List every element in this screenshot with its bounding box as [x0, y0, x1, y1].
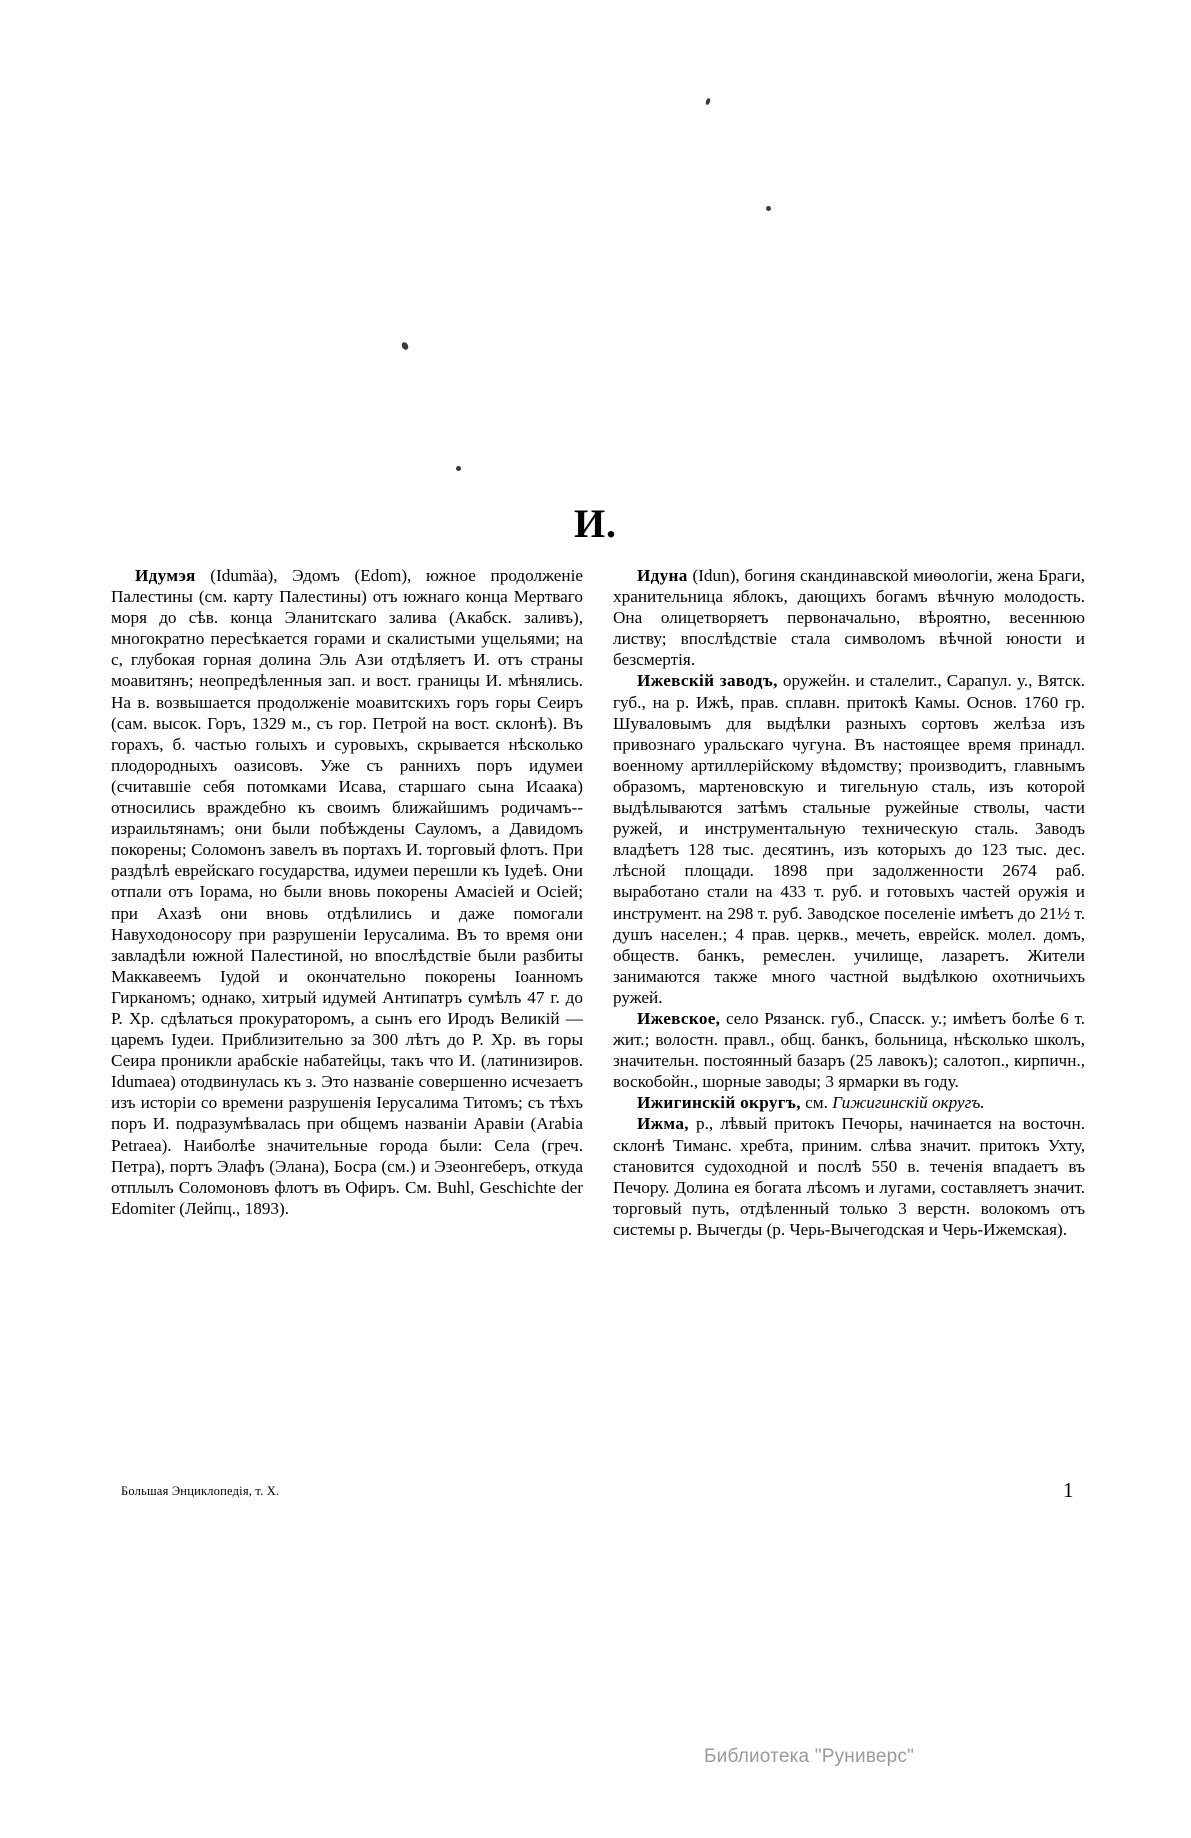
entry-body: село Рязанск. губ., Спасск. у.; имѣетъ болѣе 6 т. жит.; волостн. правл., общ. банкъ, больница, нѣсколько школъ, значительн. постоянный базаръ (25 лавокъ); салотоп., кирпичн., воскобойн., шорные заводы; 3 ярмарки въ году. — [613, 1008, 1085, 1092]
column-right — [613, 565, 1085, 1240]
entry-headword: Идуна — [637, 566, 688, 585]
library-watermark: Библиотека "Руниверс" — [704, 1746, 915, 1767]
entry-body: (Idumäa), Эдомъ (Edom), южное продолженіе Палестины (см. карту Палестины) отъ южнаго конца Мертваго моря до сѣв. конца Эланитскаго залива (Акабск. заливъ), многократно пересѣкается горами и скалистыми ущельями; на с, глубокая горная долина Эль Ази отдѣляетъ И. отъ страны моавитянъ; неопредѣленныя зап. и вост. границы И. мѣнялись. На в. возвышается продолженіе моавитскихъ горъ горы Сеиръ (сам. высок. Горъ, 1329 м., съ гор. Петрой на вост. склонѣ). Въ горахъ, б. частью голыхъ и суровыхъ, скрывается нѣсколько плодородныхъ оазисовъ. Уже съ раннихъ поръ идумеи (считавшіе себя потомками Исава, старшаго сына Исаака) относились враждебно къ своимъ ближайшимъ родичамъ--израильтянамъ; они были побѣждены Сауломъ, а Давидомъ покорены; Соломонъ завелъ въ портахъ И. торговый флотъ. При раздѣлѣ еврейскаго государства, идумеи перешли къ Іудеѣ. Они отпали отъ Іорама, но были вновь покорены Амасіей и Осіей; при Ахазѣ они вновь отдѣлились и даже помогали Навуходоносору при разрушеніи Іерусалима. Въ то время они завладѣли южной Палестиной, но впослѣдствіе были разбиты Маккавеемъ Іудой и окончательно покорены Іоанномъ Гирканомъ; однако, хитрый идумей Антипатръ сумѣлъ 47 г. до Р. Хр. сдѣлаться прокураторомъ, а сынъ его Иродъ Великій — царемъ Іудеи. Приблизительно за 300 лѣтъ до Р. Хр. въ горы Сеира проникли арабскіе набатейцы, такъ что И. (латинизиров. Idumaea) отодвинулась къ з. Это названіе совершенно исчезаетъ изъ исторіи со времени разрушенія Іерусалима Титомъ; съ тѣхъ поръ И. подразумѣвалась при общемъ названіи Аравіи (Arabia Petraea). Наиболѣе значительные города были: Села (греч. Петра), портъ Элафъ (Элана), Босра (см.) и Эзеонгеберъ, откуда отплылъ Соломоновъ флотъ въ Офиръ. См. Buhl, Geschichte der Edomiter (Лейпц., 1893). — [111, 566, 583, 1218]
dictionary-entry — [613, 565, 1085, 670]
scan-speck-icon — [400, 341, 409, 351]
volume-footer-note: Большая Энциклопедія, т. X. — [121, 1484, 280, 1498]
dictionary-entry — [613, 1113, 1085, 1240]
letter-heading: И. — [573, 501, 618, 546]
dictionary-entry — [613, 670, 1085, 1008]
dictionary-entry — [613, 1092, 1085, 1113]
entry-headword: Ижма, — [637, 1114, 689, 1134]
entry-cross-reference: Гижигинскій округъ. — [832, 1093, 985, 1113]
page-number: 1 — [1063, 1478, 1074, 1502]
entry-body: см. — [800, 1093, 833, 1113]
scan-speck-icon — [766, 206, 771, 211]
entry-body: оружейн. и сталелит., Сарапул. у., Вятск. губ., на р. Ижѣ, прав. сплавн. притокѣ Камы. Основ. 1760 гр. Шуваловымъ для выдѣлки разныхъ сортовъ желѣза изъ привознаго уральскаго чугуна. Въ настоящее время принадл. военному артиллерійскому вѣдомству; производитъ, главнымъ образомъ, мартеновскую и тигельную сталь, изъ которой выдѣлываются затѣмъ стальные ружейные стволы, части ружей, и инструментальную техническую сталь. Заводъ владѣетъ 128 тыс. десятинъ, изъ которыхъ до 123 тыс. дес. лѣсной площади. 1898 при задолженности 2674 раб. выработано стали на 433 т. руб. и готовыхъ частей оружія и инструмент. на 298 т. руб. Заводское поселеніе имѣетъ до 21½ т. душъ населен.; 4 прав. церкв., мечеть, еврейск. молел. домъ, обществ. банкъ, ремеслен. училище, лазаретъ. Жители занимаются также много частной выдѣлкою охотничьихъ ружей. — [613, 671, 1085, 1007]
entry-headword: Идумэя — [135, 566, 196, 585]
column-left — [111, 565, 583, 1240]
entry-body: р., лѣвый притокъ Печоры, начинается на восточн. склонѣ Тиманс. хребта, приним. слѣва значит. притокъ Ухту, становится судоходной и послѣ 550 в. теченія впадаетъ въ Печору. Долина ея богата лѣсомъ и лугами, составляетъ значит. торговый путь, отдѣленный только 3 верстн. волокомъ отъ системы р. Вычегды (р. Черь-Вычегодская и Черь-Ижемская). — [613, 1114, 1085, 1239]
scan-speck-icon — [456, 466, 461, 471]
dictionary-entry — [613, 1008, 1085, 1092]
dictionary-entry — [111, 565, 583, 1219]
entry-headword: Ижевское, — [637, 1008, 721, 1028]
entry-headword: Ижигинскій округъ, — [637, 1093, 801, 1113]
text-columns — [111, 565, 1085, 1240]
scan-speck-icon — [705, 98, 711, 106]
entry-headword: Ижевскій заводъ, — [637, 671, 778, 691]
entry-body: (Idun), богиня скандинавской миѳологіи, жена Браги, хранительница яблокъ, дающихъ богамъ вѣчную молодость. Она олицетворяетъ первоначально, вѣроятно, весеннюю листву; впослѣдствіе стала символомъ вѣчной юности и безсмертія. — [613, 566, 1085, 670]
